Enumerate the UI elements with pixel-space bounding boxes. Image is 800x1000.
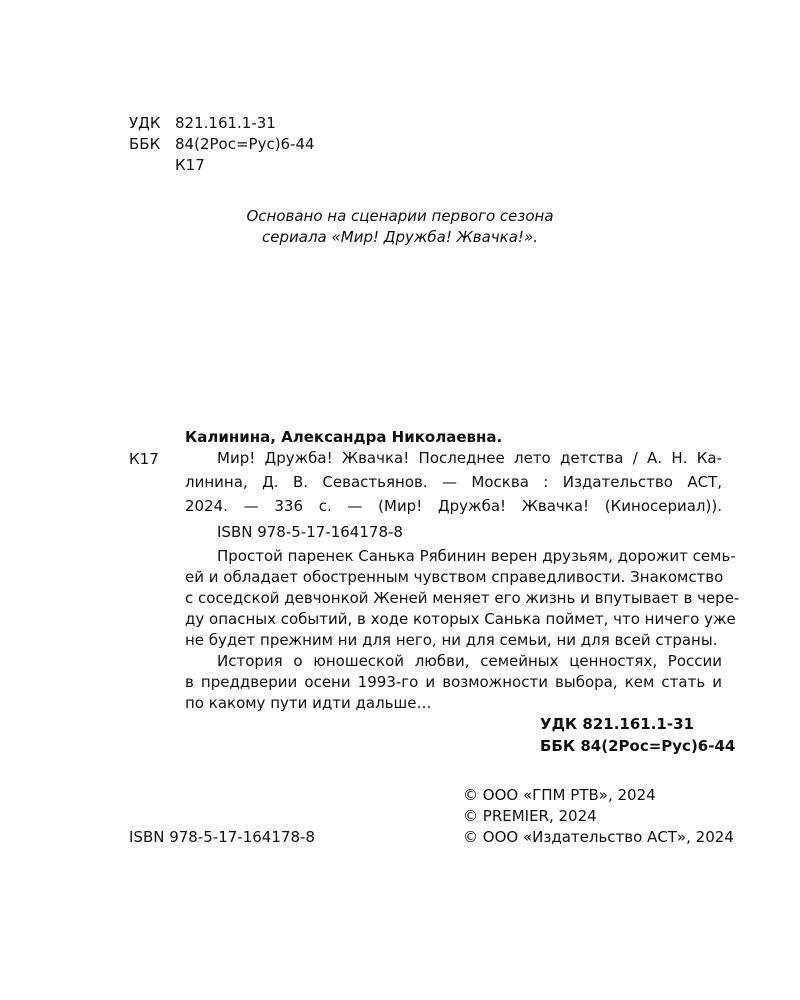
- annotation-line: не будет прежним ни для него, ни для семьи, ни для всей страны.: [185, 631, 718, 649]
- udk-value: 821.161.1-31: [175, 114, 276, 132]
- annotation-line: с соседской девчонкой Женей меняет его жизнь и впутывает в чере-: [185, 589, 740, 607]
- udk-row: [129, 113, 429, 134]
- author-mark: К17: [175, 156, 205, 174]
- based-on-line: Основано на сценарии первого сезона: [246, 207, 554, 225]
- record-line: 2024. — 336 с. — (Мир! Дружба! Жвачка! (Киносериал)).: [185, 497, 722, 515]
- bibliographic-record: [185, 446, 722, 518]
- annotation-line: ду опасных событий, в ходе которых Санька поймет, что ничего уже: [185, 610, 736, 628]
- bbk-row: [129, 134, 429, 155]
- author-heading: Калинина, Александра Николаевна.: [185, 428, 503, 446]
- udk-right: УДК 821.161.1-31: [540, 715, 694, 733]
- record-line: линина, Д. В. Севастьянов. — Москва : Издательство АСТ,: [185, 473, 722, 491]
- record-isbn: ISBN 978-5-17-164178-8: [217, 523, 403, 541]
- record-line: Мир! Дружба! Жвачка! Последнее лето детства / А. Н. Ка-: [217, 449, 722, 467]
- isbn-bottom: ISBN 978-5-17-164178-8: [129, 828, 315, 846]
- bbk-label: ББК: [129, 135, 161, 153]
- bbk-right: ББК 84(2Рос=Рус)6-44: [540, 737, 736, 755]
- udk-label: УДК: [129, 114, 161, 132]
- copyright-line: © PREMIER, 2024: [463, 807, 597, 825]
- annotation-line: по какому пути идти дальше…: [185, 694, 432, 712]
- copyright-line: © ООО «Издательство АСТ», 2024: [463, 828, 734, 846]
- annotation-line: Простой паренек Санька Рябинин верен друзьям, дорожит семь-: [217, 547, 736, 565]
- author-mark-row: [129, 155, 429, 176]
- annotation-line: История о юношеской любви, семейных ценностях, России: [217, 652, 722, 670]
- annotation-line: ей и обладает обостренным чувством справедливости. Знакомство: [185, 568, 724, 586]
- annotation: [185, 546, 740, 714]
- annotation-line: в преддверии осени 1993-го и возможности выбора, кем стать и: [185, 673, 722, 691]
- based-on-note: [140, 206, 660, 248]
- based-on-line: сериала «Мир! Дружба! Жвачка!».: [262, 228, 538, 246]
- copyright-line: © ООО «ГПМ РТВ», 2024: [463, 786, 656, 804]
- bbk-value: 84(2Рос=Рус)6-44: [175, 135, 315, 153]
- record-author-mark: К17: [129, 450, 159, 468]
